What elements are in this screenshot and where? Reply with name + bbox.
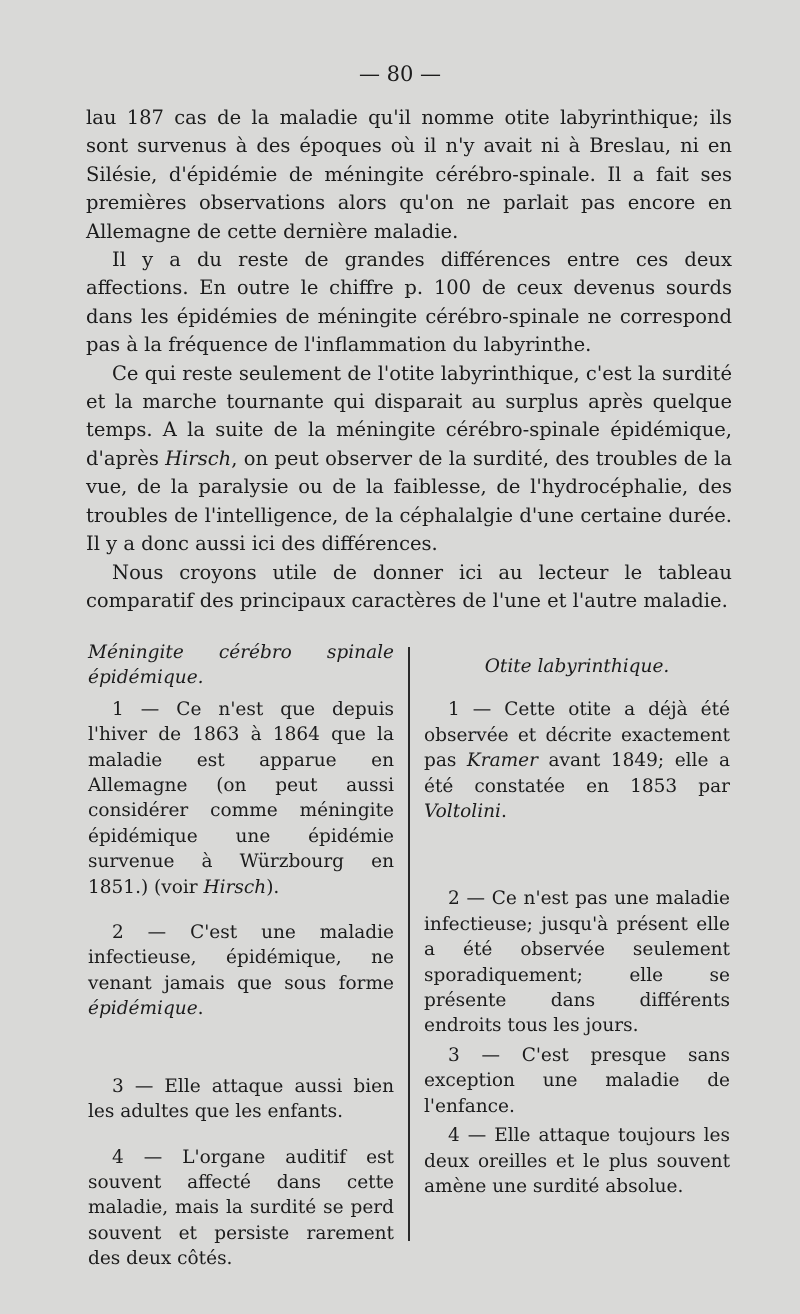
paragraph-3-start: Ce qui reste seulement de l'otite labyrinthique, c'est la surdité et la marche tournante qui disparait au surplus après quelque temps. A la suite de la méningite cérébro-spinale épidémique, d'après (86, 361, 732, 470)
right-item-1-end: . (500, 801, 507, 823)
left-item-1-author: Hirsch (203, 876, 267, 898)
left-item-2 (88, 920, 394, 1022)
left-item-1-end: ). (266, 876, 280, 898)
paragraph-3-rest: , on peut observer de la surdité, des troubles de la vue, de la paralysie ou de la faiblesse, de l'hydrocéphalie, des troubles de l'intelligence, de la céphalalgie d'une certaine durée. Il y a donc aussi ici des différences. (86, 446, 732, 556)
left-item-3: 3 — Elle attaque aussi bien les adultes que les enfants. (88, 1075, 394, 1123)
left-item-2-emph: épidémique (88, 998, 198, 1020)
left-item-2-end: . (197, 998, 204, 1020)
right-item-1-author-2: Voltolini (424, 801, 501, 823)
page-number: — 80 — (358, 62, 442, 86)
paragraph-4: Nous croyons utile de donner ici au lecteur le tableau comparatif des principaux caractères de l'une et l'autre maladie. (86, 560, 732, 612)
paragraph-2: Il y a du reste de grandes différences entre ces deux affections. En outre le chiffre p. 100 de ceux devenus sourds dans les épidémies de méningite cérébro-spinale ne correspond pas à la fréquence de l'inflammation du labyrinthe. (86, 248, 732, 357)
left-column-title: Méningite cérébro spinale épidémique. (88, 642, 394, 689)
left-item-2-text: 2 — C'est une maladie infectieuse, épidémique, ne venant jamais que sous forme (88, 922, 394, 994)
left-item-1-text: 1 — Ce n'est que depuis l'hiver de 1863 à 1864 que la maladie est apparue en Allemagne (on peut aussi considérer comme méningite épidémique une épidémie survenue à Würzbourg en 1851.) (voir (88, 698, 394, 898)
paragraph-1: lau 187 cas de la maladie qu'il nomme otite labyrinthique; ils sont survenus à des époques où il n'y avait ni à Breslau, ni en Silésie, d'épidémie de méningite cérébro-spinale. Il a fait ses premières observations alors qu'on ne parlait pas encore en Allemagne de cette dernière maladie. (86, 106, 732, 243)
right-item-1 (424, 697, 730, 824)
column-divider (408, 647, 410, 1241)
right-item-1-author-1: Kramer (466, 750, 538, 772)
left-item-4: 4 — L'organe auditif est souvent affecté dans cette maladie, mais la surdité se perd souvent et persiste rarement des deux côtés. (88, 1146, 394, 1270)
author-name: Hirsch (165, 446, 232, 470)
left-item-1 (88, 697, 394, 900)
right-item-1-mid: avant 1849; elle a été constatée en 1853 par (424, 750, 730, 797)
right-column-title: Otite labyrinthique. (484, 656, 670, 677)
right-column (424, 640, 730, 1199)
right-item-1-text: 1 — Cette otite a déjà été observée et décrite exactement pas (424, 699, 730, 772)
left-column (88, 640, 394, 1272)
right-item-3: 3 — C'est presque sans exception une maladie de l'enfance. (424, 1044, 730, 1117)
body-text (86, 104, 732, 615)
right-item-2: 2 — Ce n'est pas une maladie infectieuse; jusqu'à présent elle a été observée seulement sporadiquement; elle se présente dans différents endroits tous les jours. (424, 888, 730, 1037)
right-item-4: 4 — Elle attaque toujours les deux oreilles et le plus souvent amène une surdité absolue. (424, 1125, 730, 1197)
paragraph-3 (86, 360, 732, 559)
